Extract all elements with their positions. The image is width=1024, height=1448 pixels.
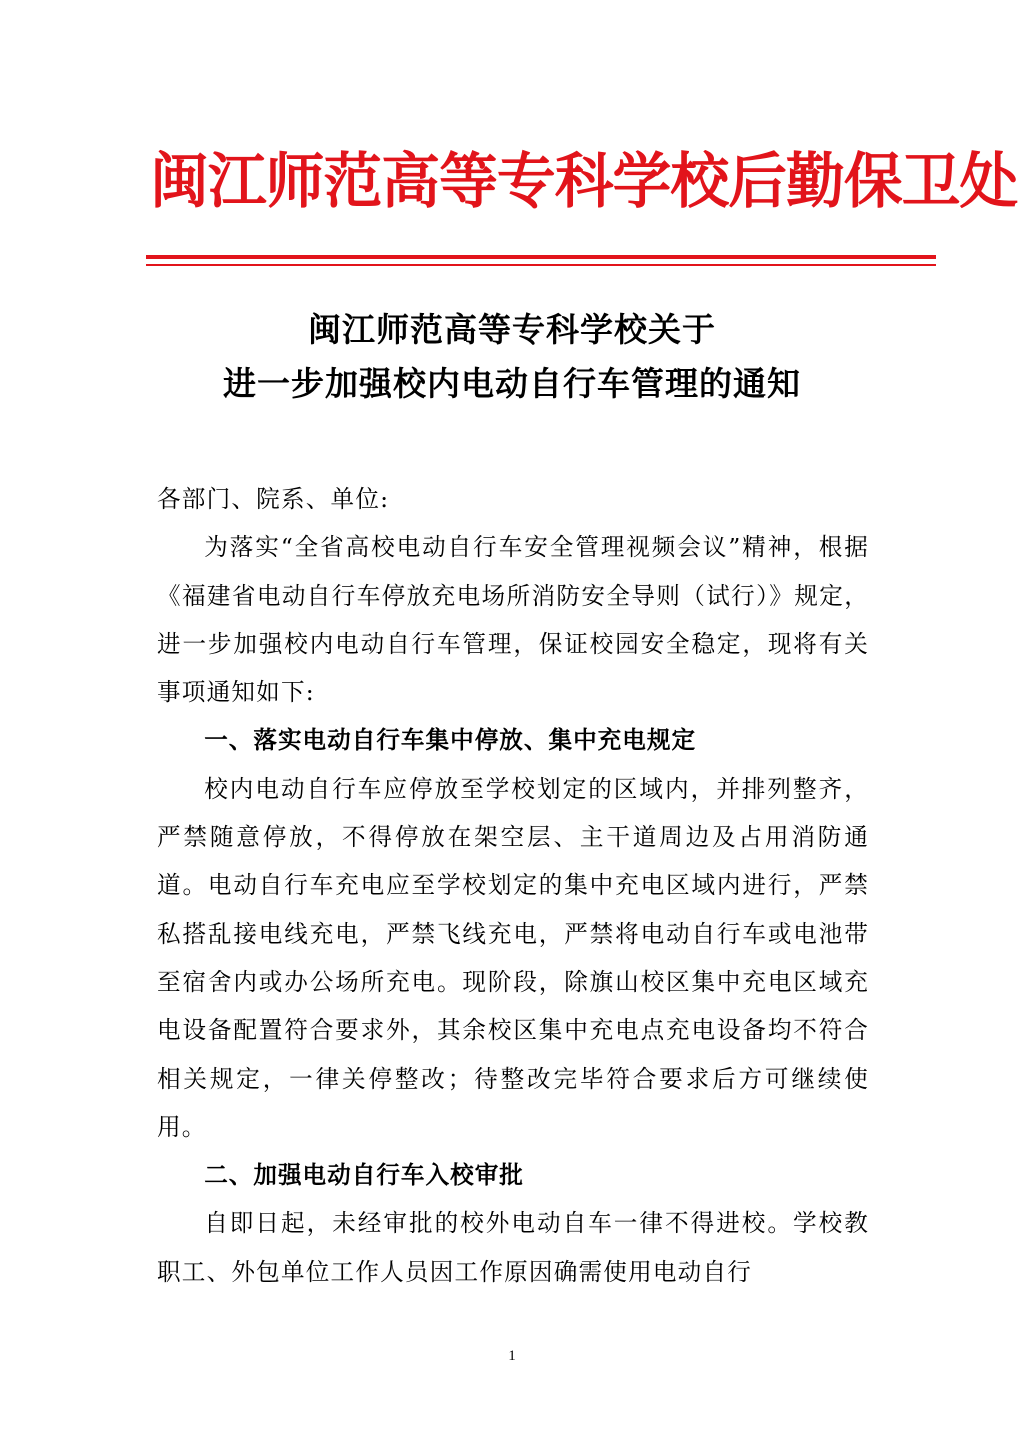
intro-paragraph: 为落实“全省高校电动自行车安全管理视频会议”精神，根据《福建省电动自行车停放充电场所消防安全导则（试行）》规定，进一步加强校内电动自行车管理，保证校园安全稳定，现将有关事项通知如下: [157,533,869,707]
document-title-line-1: 闽江师范高等专科学校关于 [308,310,716,349]
section-2-paragraph: 自即日起，未经审批的校外电动自车一律不得进校。学校教职工、外包单位工作人员因工作原因确需使用电动自行 [157,1209,869,1286]
letterhead-rule-thick [146,255,936,259]
document-title-line-2: 进一步加强校内电动自行车管理的通知 [223,364,801,403]
section-1-heading: 一、落实电动自行车集中停放、集中充电规定 [204,726,697,755]
document-body [157,475,869,1296]
letterhead-organization: 闽江师范高等专科学校后勤保卫处 [150,147,1018,217]
salutation: 各部门、院系、单位: [157,485,390,513]
letterhead-rule-thin [146,264,936,266]
section-2-heading: 二、加强电动自行车入校审批 [204,1161,524,1190]
page-number: 1 [508,1348,516,1364]
section-1-paragraph: 校内电动自行车应停放至学校划定的区域内，并排列整齐，严禁随意停放，不得停放在架空层、主干道周边及占用消防通道。电动自行车充电应至学校划定的集中充电区域内进行，严禁私搭乱接电线充电，严禁飞线充电，严禁将电动自行车或电池带至宿舍内或办公场所充电。现阶段，除旗山校区集中充电区域充电设备配置符合要求外，其余校区集中充电点充电设备均不符合相关规定，一律关停整改；待整改完毕符合要求后方可继续使用。 [157,774,869,1141]
